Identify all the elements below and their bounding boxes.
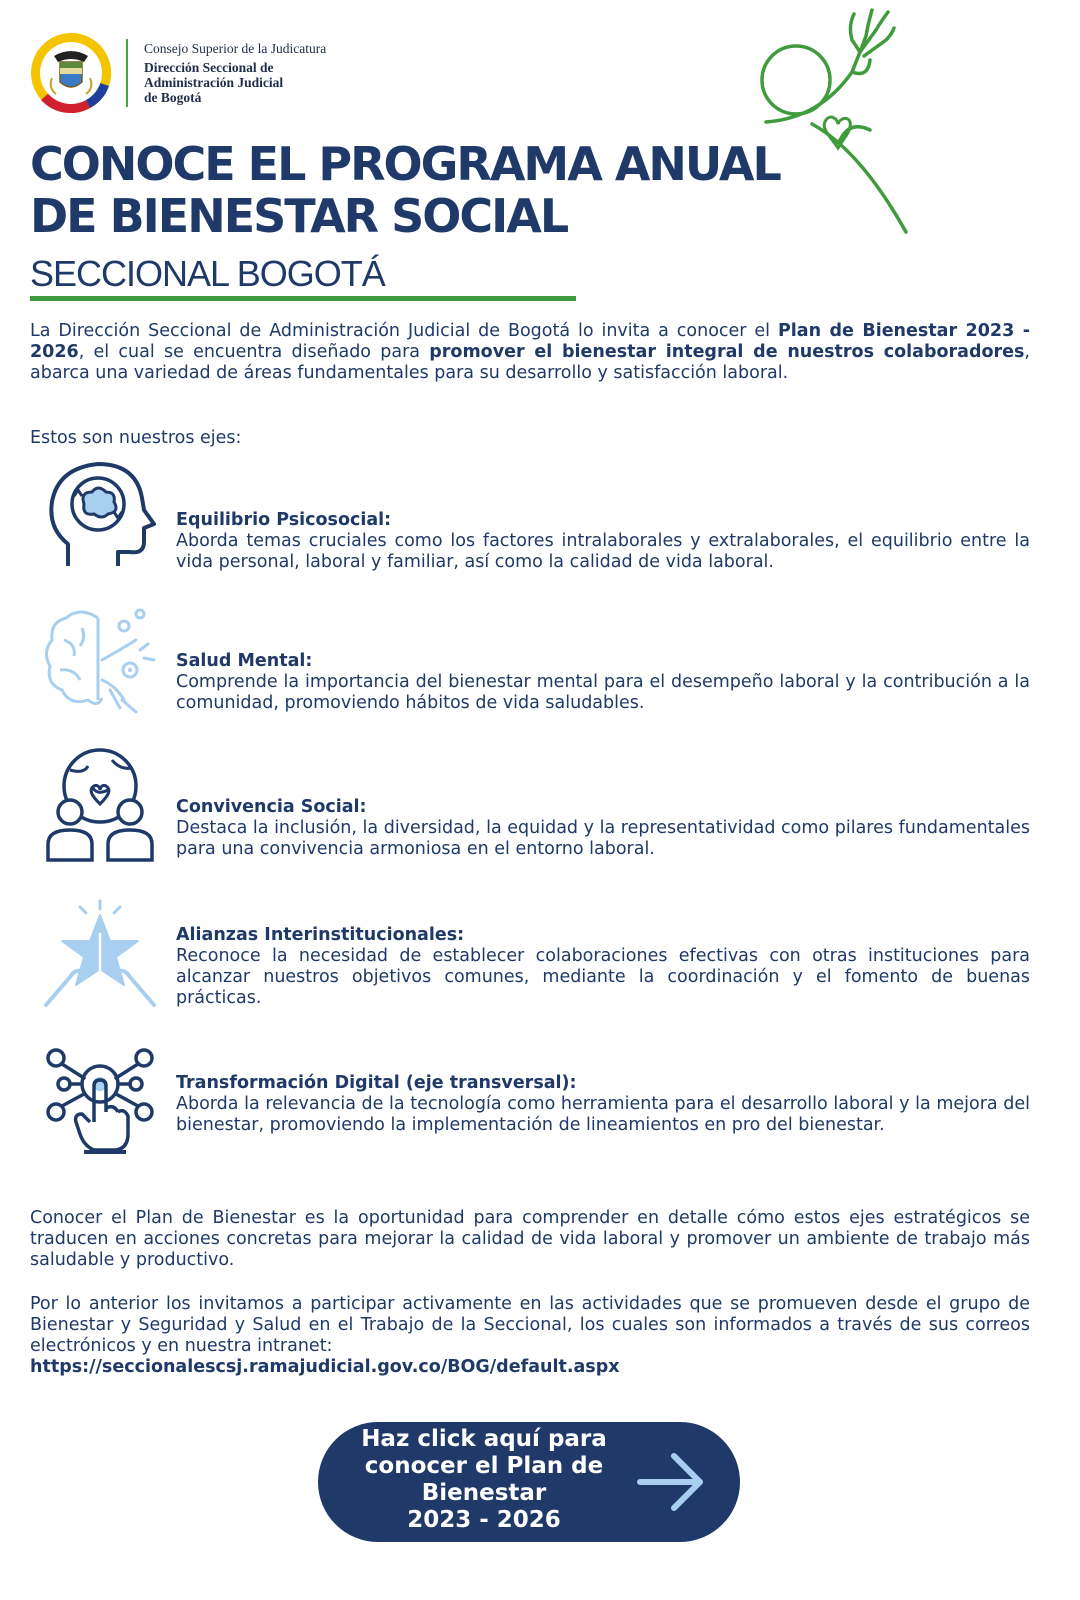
digital-touch-icon — [40, 1042, 160, 1162]
axis-title: Equilibrio Psicosocial: — [176, 510, 392, 530]
head-brain-icon — [40, 458, 160, 578]
institution-line-4: de Bogotá — [144, 90, 202, 105]
globe-people-icon — [40, 746, 160, 866]
intro-bold-plan: Plan de Bienestar 2023 - 2026 — [30, 321, 1030, 362]
axes-intro: Estos son nuestros ejes: — [30, 428, 242, 448]
header-divider — [126, 39, 128, 107]
axis-description: Aborda la relevancia de la tecnología como herramienta para el desarrollo laboral y la mejora del bienestar, promoviendo la implementación de lineamientos en pro del bienestar. — [176, 1094, 1030, 1135]
intro-text-1: La Dirección Seccional de Administración Judicial de Bogotá lo invita a conocer el — [30, 321, 778, 341]
institution-council: Consejo Superior de la Judicatura — [144, 41, 327, 56]
intro-text-2: , el cual se encuentra diseñado para — [78, 342, 430, 362]
institution-line-2: Dirección Seccional de — [144, 60, 274, 75]
title-underline — [30, 296, 576, 301]
axis-item — [176, 510, 1030, 573]
invitation-paragraph — [30, 1294, 1030, 1378]
intro-bold-purpose: promover el bienestar integral de nuestros colaboradores — [429, 342, 1025, 362]
institution-name — [144, 41, 326, 105]
axis-item — [176, 797, 1030, 860]
axis-description: Aborda temas cruciales como los factores intralaborales y extralaborales, el equilibrio entre la vida personal, laboral y familiar, así como la calidad de vida laboral. — [176, 531, 1030, 572]
axis-title: Salud Mental: — [176, 651, 313, 671]
axis-description: Reconoce la necesidad de establecer colaboraciones efectivas con otras instituciones para alcanzar nuestros objetivos comunes, mediante la coordinación y el fomento de buenas prácticas. — [176, 946, 1030, 1008]
axis-item — [176, 1073, 1030, 1136]
arrow-right-icon — [636, 1450, 706, 1514]
page-title: CONOCE EL PROGRAMA ANUAL DE BIENESTAR SOCIAL — [30, 137, 780, 243]
axis-item — [176, 651, 1030, 714]
brain-flowers-icon — [40, 600, 160, 720]
axis-title: Transformación Digital (eje transversal): — [176, 1073, 577, 1093]
axis-description: Comprende la importancia del bienestar mental para el desempeño laboral y la contribución a la comunidad, promoviendo hábitos de vida saludables. — [176, 672, 1030, 713]
intro-text-3: , abarca una variedad de áreas fundamentales para su desarrollo y satisfacción laboral. — [30, 342, 1030, 383]
institution-line-3: Administración Judicial — [144, 75, 284, 90]
star-hands-icon — [40, 893, 160, 1013]
open-plan-button[interactable] — [318, 1422, 740, 1542]
open-plan-button-label: Haz click aquí para conocer el Plan de Bienestar 2023 - 2026 — [361, 1426, 607, 1533]
intro-paragraph — [30, 321, 1030, 384]
colombia-seal-logo — [30, 32, 112, 114]
invitation-text: Por lo anterior los invitamos a participar activamente en las actividades que se promueven desde el grupo de Bienestar y Seguridad y Salud en el Trabajo de la Seccional, los cuales son informados a través de sus correos electrónicos y en nuestra intranet: — [30, 1294, 1030, 1356]
intranet-link[interactable]: https://seccionalescsj.ramajudicial.gov.co/BOG/default.aspx — [30, 1357, 620, 1377]
closing-paragraph: Conocer el Plan de Bienestar es la oportunidad para comprender en detalle cómo estos ejes estratégicos se traducen en acciones concretas para mejorar la calidad de vida laboral y promover un ambiente de trabajo más saludable y productivo. — [30, 1208, 1030, 1270]
header — [30, 28, 326, 118]
axis-item — [176, 925, 1030, 1009]
page-subtitle: SECCIONAL BOGOTÁ — [30, 253, 385, 294]
axis-title: Alianzas Interinstitucionales: — [176, 925, 465, 945]
axis-description: Destaca la inclusión, la diversidad, la equidad y la representatividad como pilares fundamentales para una convivencia armoniosa en el entorno laboral. — [176, 818, 1030, 859]
axis-title: Convivencia Social: — [176, 797, 367, 817]
